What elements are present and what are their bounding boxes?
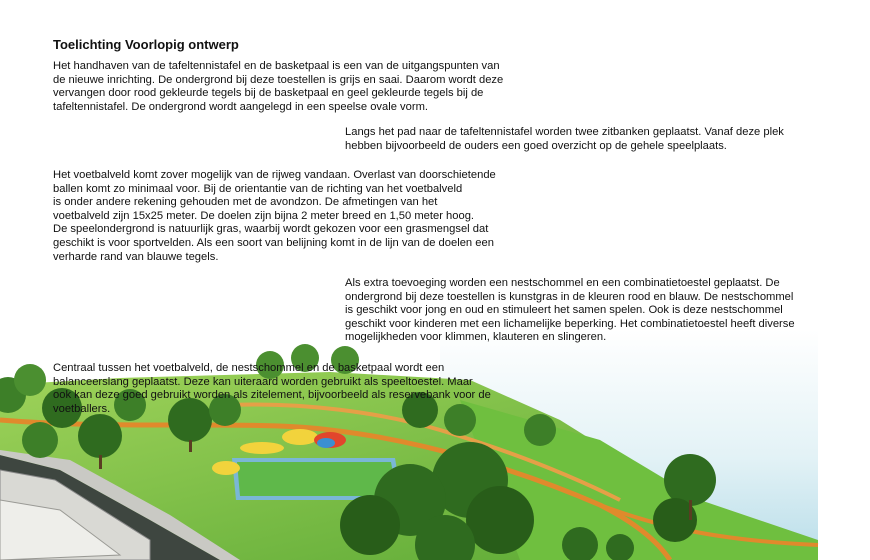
text-line: vervangen door rood gekleurde tegels bij de basketpaal en geel gekleurde tegels bij de: [53, 87, 484, 100]
text-line: ondergrond bij deze toestellen is kunstgras in de kleuren rood en blauw. De nestschommel: [345, 290, 794, 303]
text-line: Als extra toevoeging worden een nestschommel en een combinatietoestel geplaatst. De: [345, 277, 780, 289]
text-line: Langs het pad naar de tafeltennistafel worden twee zitbanken geplaatst. Vanaf deze plek: [345, 126, 784, 138]
text-line: geschikt voor kinderen met een lichamelijke beperking. Het combinatietoestel heeft diverse: [345, 317, 795, 330]
text-line: geschikt is voor sportvelden. Als een soort van belijning komt in de lijn van de doelen een: [53, 236, 494, 249]
text-line: balanceerslang geplaatst. Deze kan uiteraard worden gebruikt als speeltoestel. Maar: [53, 375, 473, 388]
text-line: de nieuwe inrichting. De ondergrond bij deze toestellen is grijs en saai. Daarom wordt deze: [53, 73, 504, 86]
text-line: Het handhaven van de tafeltennistafel en de basketpaal is een van de uitgangspunten van: [53, 60, 500, 72]
paragraph-nestschommel: [345, 277, 795, 345]
text-line: verharde rand van blauwe tegels.: [53, 250, 219, 263]
paragraph-handhaven: [53, 60, 503, 114]
text-line: is geschikt voor jong en oud en stimuleert het samen spelen. Ook is deze nestschommel: [345, 304, 783, 317]
paragraph-voetbalveld: [53, 169, 496, 264]
text-line: hebben bijvoorbeeld de ouders een goed overzicht op de gehele speelplaats.: [345, 139, 727, 152]
yellow-spot: [282, 429, 318, 445]
text-line: mogelijkheden voor klimmen, klauteren en slingeren.: [345, 331, 607, 344]
yellow-tiles-area: [240, 442, 284, 454]
text-line: ballen komt zo minimaal voor. Bij de orientantie van de richting van het voetbalveld: [53, 182, 463, 195]
text-line: De speelondergrond is natuurlijk gras, waarbij wordt gekozen voor een grasmengsel dat: [53, 223, 489, 236]
text-line: Centraal tussen het voetbalveld, de nestschommel en de basketpaal wordt een: [53, 362, 445, 374]
page-title: Toelichting Voorlopig ontwerp: [53, 37, 239, 52]
text-line: ook kan deze goed gebruikt worden als zitelement, bijvoorbeeld als reservebank voor de: [53, 389, 491, 402]
yellow-tiles-area-2: [212, 461, 240, 475]
paragraph-balanceerslang: [53, 362, 491, 416]
text-line: Het voetbalveld komt zover mogelijk van de rijweg vandaan. Overlast van doorschietende: [53, 169, 496, 181]
paragraph-zitbanken: [345, 126, 784, 153]
red-tiles-area-2: [317, 438, 335, 448]
text-line: voetballers.: [53, 402, 111, 415]
text-line: tafeltennistafel. De ondergrond wordt aangelegd in een speelse ovale vorm.: [53, 100, 429, 113]
football-field: [237, 462, 397, 496]
text-line: voetbalveld zijn 15x25 meter. De doelen zijn bijna 2 meter breed en 1,50 meter hoog.: [53, 209, 475, 222]
text-line: is onder andere rekening gehouden met de avondzon. De afmetingen van het: [53, 196, 438, 209]
